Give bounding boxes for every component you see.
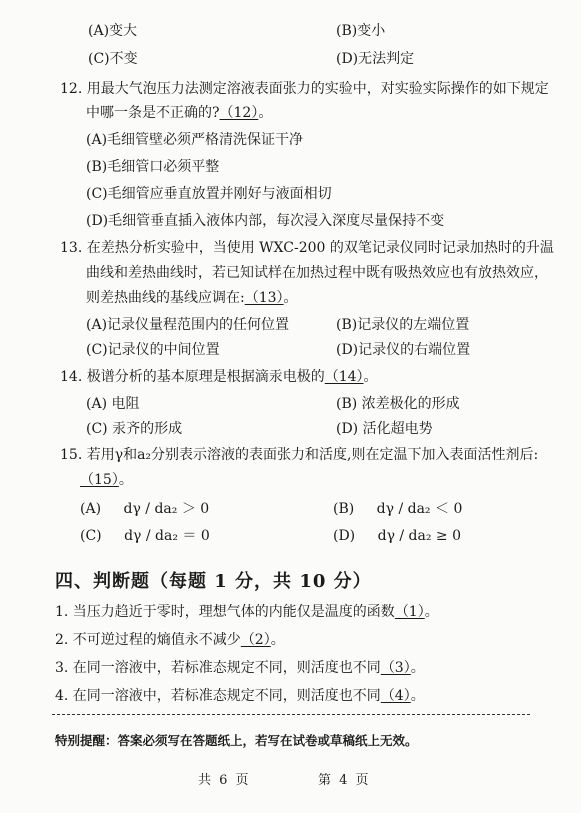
q14-stem [60,368,378,386]
q15-option-a [80,500,209,518]
q13-stem-text-3: 则差热曲线的基线应调在: [86,290,245,306]
q11-option-b: (B)变小 [336,23,386,39]
q15-option-d-expr: dγ / da₂ ≥ 0 [377,528,462,544]
q14-answer-blank: （14） [324,369,364,385]
judge-item-1-blank: （1） [394,604,425,620]
q12-stem-line1 [60,80,549,98]
q14-option-a: (A) 电阻 [86,396,140,412]
q15-option-a-expr: dγ / da₂ ＞ 0 [123,501,210,517]
q14-number: 14. [60,369,83,385]
q12-option-d: (D)毛细管垂直插入液体内部，每次浸入深度尽量保持不变 [86,213,445,229]
judge-item-3 [55,659,425,677]
q13-stem-text: 在差热分析实验中，当使用 WXC-200 的双笔记录仪同时记录加热时的升温 [86,240,554,256]
q14-stem-end: 。 [363,369,378,385]
footer-current-page: 第 4 页 [318,773,371,788]
q14-stem-text: 极谱分析的基本原理是根据滴汞电极的 [86,369,325,385]
special-reminder: 特别提醒：答案必须写在答题纸上，若写在试卷或草稿纸上无效。 [55,733,418,748]
q14-option-b: (B) 浓差极化的形成 [336,396,460,412]
judge-item-4-text: 4. 在同一溶液中，若标准态规定不同，则活度也不同 [55,688,381,704]
q12-stem-text: 用最大气泡压力法测定溶液表面张力的实验中，对实验实际操作的如下规定 [86,81,549,97]
q13-option-d: (D)记录仪的右端位置 [336,342,471,358]
q13-number: 13. [60,240,83,256]
q11-option-a: (A)变大 [88,23,138,39]
judge-item-4-end: 。 [410,688,425,704]
q12-number: 12. [60,81,83,97]
q12-stem-line2 [86,104,272,122]
q13-stem-line1 [60,239,554,257]
q15-option-c-label: (C) [80,528,102,544]
q15-option-c [80,527,210,545]
judge-item-3-blank: （3） [380,660,411,676]
q13-answer-blank: （13） [244,290,284,306]
judge-item-2 [55,631,285,649]
judge-item-3-end: 。 [410,660,425,676]
footer-total-pages: 共 6 页 [198,773,251,788]
q15-stem-line1 [60,446,538,464]
section4-title: 四、判断题（每题 1 分，共 10 分） [55,571,372,592]
judge-item-1-end: 。 [424,604,439,620]
q12-answer-blank: （12） [219,105,259,121]
q14-option-c: (C) 汞齐的形成 [86,421,183,437]
q12-stem-end: 。 [258,105,273,121]
q13-option-b: (B)记录仪的左端位置 [336,317,470,333]
q15-option-c-expr: dγ / da₂ ＝ 0 [124,528,210,544]
q15-option-d-label: (D) [333,528,356,544]
q15-option-d [333,527,461,545]
q11-option-c: (C)不变 [88,51,138,67]
q15-option-b-label: (B) [333,501,355,517]
judge-item-4-blank: （4） [380,688,411,704]
q12-stem-text-2: 中哪一条是不正确的? [86,105,220,121]
q15-option-b [333,500,462,518]
q13-stem-line3 [86,289,298,307]
judge-item-3-text: 3. 在同一溶液中，若标准态规定不同，则活度也不同 [55,660,381,676]
q15-stem-end: 。 [118,472,133,488]
judge-item-2-end: 。 [270,632,285,648]
q12-option-b: (B)毛细管口必须平整 [86,159,220,175]
q13-option-c: (C)记录仪的中间位置 [86,342,220,358]
judge-item-4 [55,687,425,705]
q15-answer-blank: （15） [80,472,119,488]
judge-item-2-blank: （2） [240,632,271,648]
q13-option-a: (A)记录仪量程范围内的任何位置 [86,317,290,333]
q15-number: 15. [60,447,83,463]
q15-stem-line2 [80,471,133,489]
q14-option-d: (D) 活化超电势 [336,421,433,437]
judge-item-1 [55,603,439,621]
q13-stem-line2: 曲线和差热曲线时，若已知试样在加热过程中既有吸热效应也有放热效应， [86,265,548,281]
judge-item-1-text: 1. 当压力趋近于零时，理想气体的内能仅是温度的函数 [55,604,395,620]
q13-stem-end: 。 [283,290,298,306]
judge-item-2-text: 2. 不可逆过程的熵值永不减少 [55,632,241,648]
q12-option-a: (A)毛细管壁必须严格清洗保证干净 [86,132,304,148]
q11-option-d: (D)无法判定 [336,51,415,67]
q15-stem-text: 若用γ和a₂分别表示溶液的表面张力和活度,则在定温下加入表面活性剂后: [86,447,539,463]
q15-option-a-label: (A) [80,501,102,517]
q15-option-b-expr: dγ / da₂ ＜ 0 [376,501,463,517]
q12-option-c: (C)毛细管应垂直放置并刚好与液面相切 [86,186,332,202]
divider-line [52,714,530,715]
